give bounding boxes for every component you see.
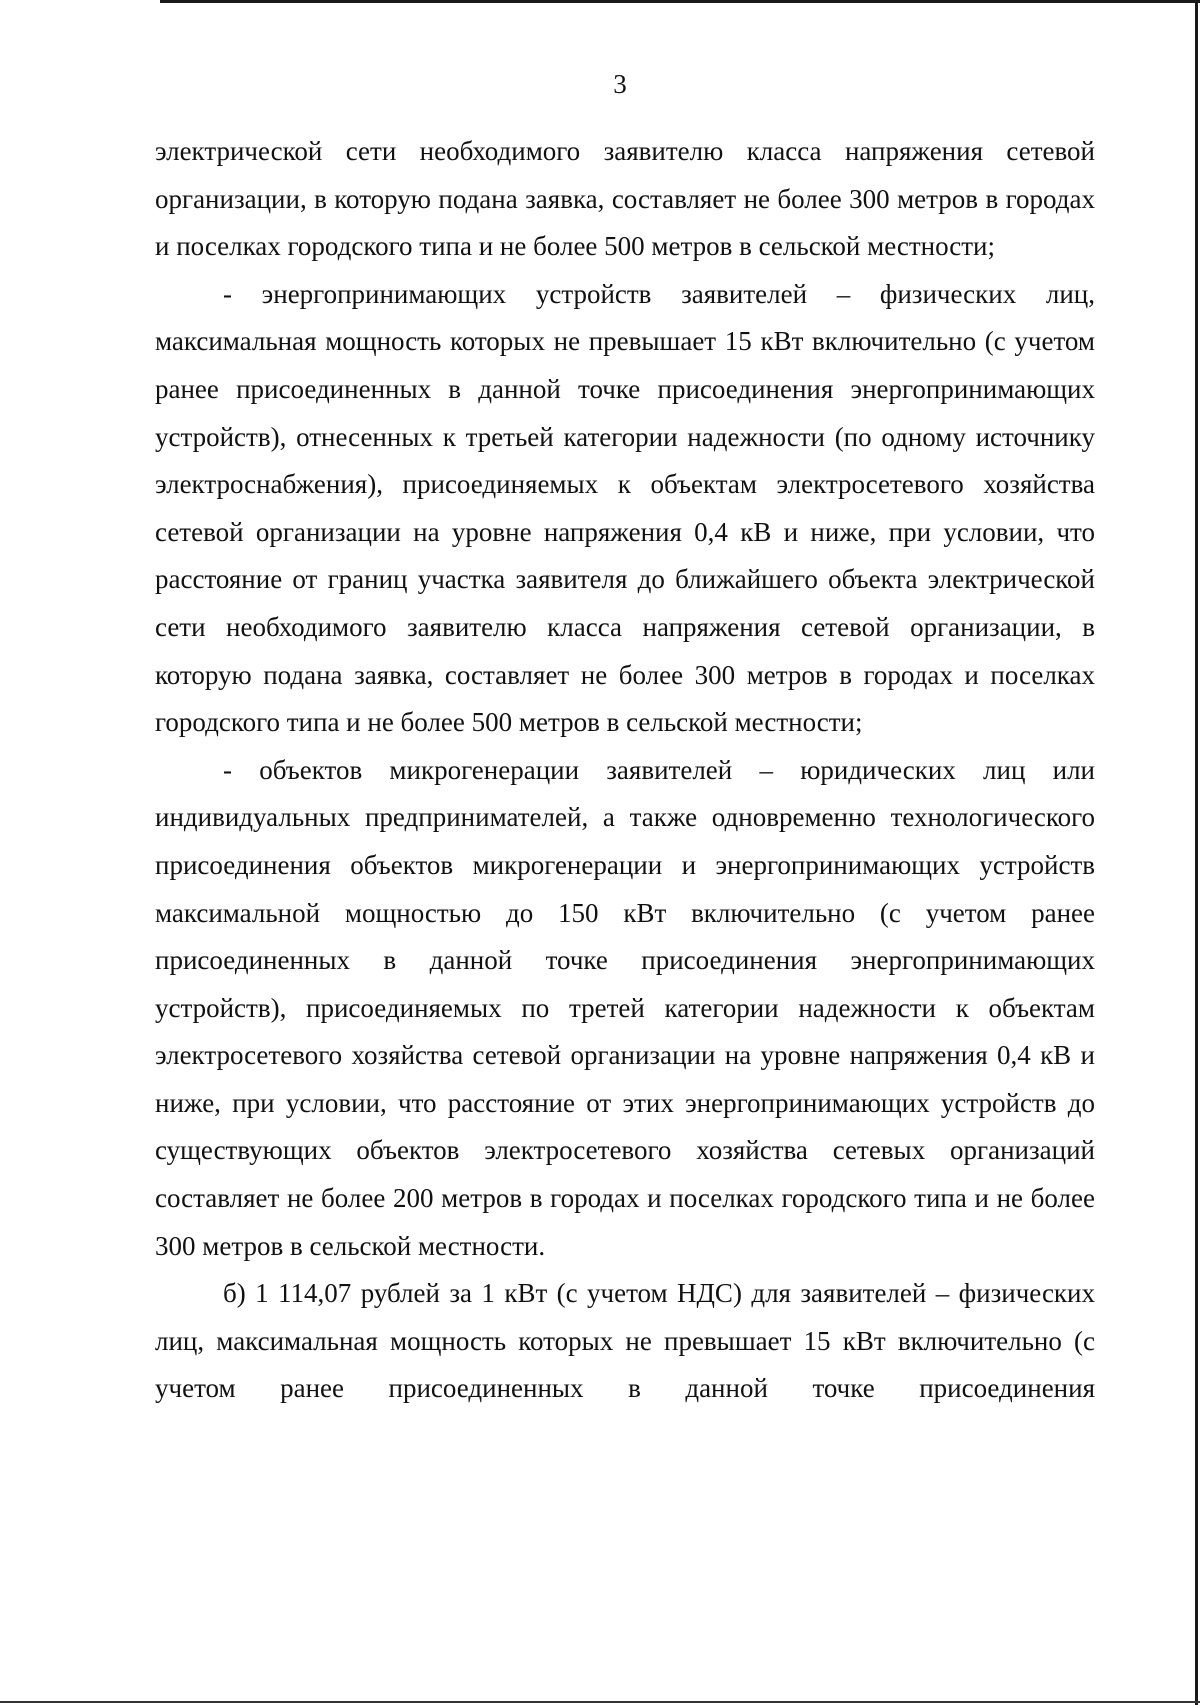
paragraph-microgeneration: - объектов микрогенерации заявителей – юридических лиц или индивидуальных предпринимателей, а также одновременно технологического присоединения объектов микрогенерации и энергопринимающих устройств максимальной мощностью до 150 кВт включительно (с учетом ранее присоединенных в данной точке присоединения энергопринимающих устройств), присоединяемых по третей категории надежности к объектам электросетевого хозяйства сетевой организации на уровне напряжения 0,4 кВ и ниже, при условии, что расстояние от этих энергопринимающих устройств до существующих объектов электросетевого хозяйства сетевых организаций составляет не более 200 метров в городах и поселках городского типа и не более 300 метров в сельской местности. — [155, 754, 1095, 1261]
document-body — [155, 128, 1095, 1413]
paragraph-continuation: электрической сети необходимого заявителю класса напряжения сетевой организации, в которую подана заявка, составляет не более 300 метров в городах и поселках городского типа и не более 500 метров в сельской местности; — [155, 136, 1095, 262]
paragraph-tariff-b: б) 1 114,07 рублей за 1 кВт (с учетом НДС) для заявителей – физических лиц, максимальная мощность которых не превышает 15 кВт включительно (с учетом ранее присоединенных в данной точке присоединения — [155, 1278, 1095, 1404]
scan-edge-right — [1195, 0, 1198, 1705]
scan-edge-top — [160, 0, 1200, 3]
page-number: 3 — [613, 69, 627, 99]
scan-edge-bottom — [0, 1701, 1200, 1703]
paragraph-energy-receiving-devices: - энергопринимающих устройств заявителей – физических лиц, максимальная мощность которых не превышает 15 кВт включительно (с учетом ранее присоединенных в данной точке присоединения энергопринимающих устройств), отнесенных к третьей категории надежности (по одному источнику электроснабжения), присоединяемых к объектам электросетевого хозяйства сетевой организации на уровне напряжения 0,4 кВ и ниже, при условии, что расстояние от границ участка заявителя до ближайшего объекта электрической сети необходимого заявителю класса напряжения сетевой организации, в которую подана заявка, составляет не более 300 метров в городах и поселках городского типа и не более 500 метров в сельской местности; — [155, 278, 1095, 738]
